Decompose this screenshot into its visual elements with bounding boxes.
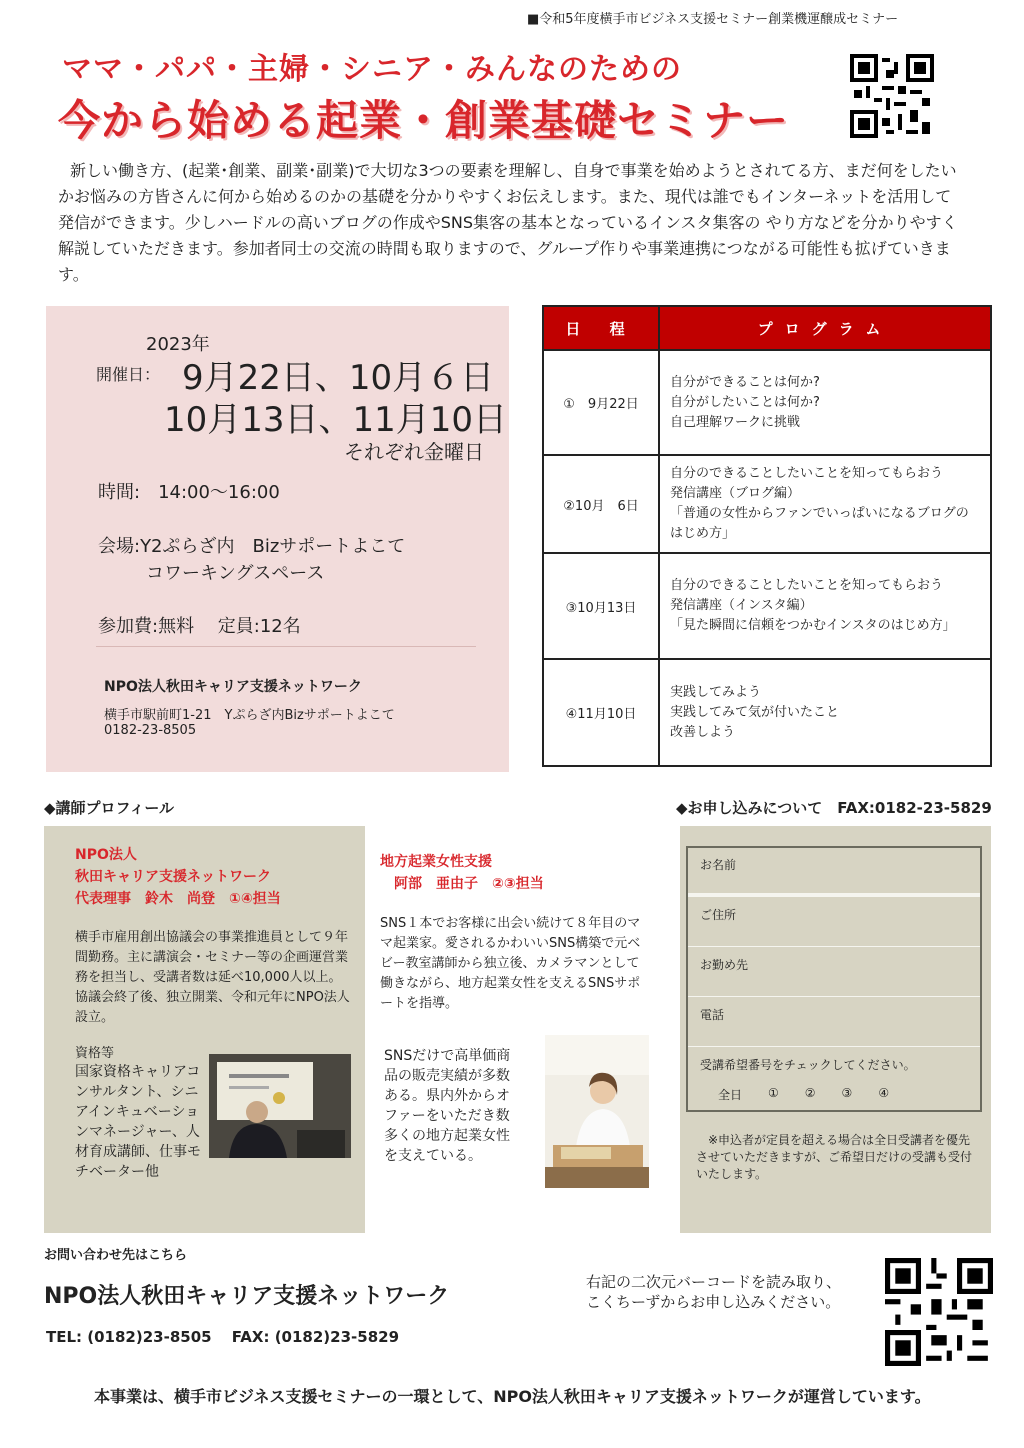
qr-code-icon[interactable] <box>850 54 934 138</box>
program-line: 発信講座（ブログ編） <box>670 486 801 501</box>
instructor1-name <box>75 844 281 910</box>
program-line: 「普通の女性からファンでいっぱいになるブログのはじめ方」 <box>670 506 969 541</box>
form-row-address[interactable] <box>688 898 980 947</box>
option-1[interactable]: ① <box>768 1086 779 1100</box>
instructor1-photo <box>209 1054 351 1158</box>
form-note: ※申込者が定員を超える場合は全日受講者を優先させていただきますが、ご希望日だけの受講も受付いたします。 <box>696 1133 973 1181</box>
qualifications-list: 国家資格キャリアコンサルタント、シニアインキュベーションマネージャー、人材育成講師、仕事モチベーター他 <box>75 1064 201 1180</box>
divider <box>96 646 476 647</box>
name-line <box>688 893 980 896</box>
instructor2-bio: SNS１本でお客様に出会い続けて８年目のママ起業家。愛されるかわいいSNS構築で元ベビー教室講師から独立後、カメラマンとして働きながら、地方起業女性を支えるSNSサポートを指導。 <box>380 916 641 1011</box>
event-time: 時間: 14:00～16:00 <box>98 482 280 503</box>
form-row-work[interactable] <box>688 948 980 997</box>
instructor2-photo <box>545 1035 649 1188</box>
qr-text-line: 右記の二次元バーコードを読み取り、 <box>586 1273 842 1291</box>
table-row <box>543 553 991 659</box>
header-date: 日 程 <box>543 306 659 350</box>
weekday: それぞれ金曜日 <box>344 440 484 464</box>
program-content <box>659 659 991 766</box>
apply-heading: ◆お申し込みについて FAX:0182-23-5829 <box>676 799 992 817</box>
program-content <box>659 350 991 455</box>
phone-label: 電話 <box>700 1008 725 1022</box>
program-line: 発信講座（インスタ編） <box>670 598 813 613</box>
form-row-phone[interactable] <box>688 998 980 1047</box>
program-line: 自分のできることしたいことを知ってもらおう <box>670 466 944 481</box>
bottom-note: 本事業は、横手市ビジネス支援セミナーの一環として、NPO法人秋田キャリア支援ネットワークが運営しています。 <box>94 1387 931 1406</box>
instructor2-line: 阿部 亜由子 ②③担当 <box>394 876 544 892</box>
form-row-check <box>688 1048 980 1108</box>
program-line: 「見た瞬間に信頼をつかむインスタのはじめ方」 <box>670 618 956 633</box>
profile-heading: ◆講師プロフィール <box>44 799 175 817</box>
program-line: 実践してみて気が付いたこと <box>670 704 840 720</box>
program-line: 自分ができることは何か? <box>670 374 820 390</box>
checkbox-options <box>718 1086 889 1103</box>
table-header <box>543 306 991 350</box>
instructor1-line: 代表理事 鈴木 尚登 ①④担当 <box>75 891 281 907</box>
option-2[interactable]: ② <box>804 1086 816 1100</box>
phone-line: 0182-23-8505 <box>104 723 197 738</box>
table-row <box>543 659 991 766</box>
top-note: ■令和5年度横手市ビジネス支援セミナー創業機運醸成セミナー <box>527 12 899 27</box>
fee-capacity: 参加費:無料 定員:12名 <box>98 616 301 637</box>
table-row <box>543 455 991 553</box>
program-line: 自分のできることしたいことを知ってもらおう <box>670 578 944 593</box>
qr-instructions <box>586 1272 841 1312</box>
option-4[interactable]: ④ <box>878 1086 890 1100</box>
program-line: 改善しよう <box>670 724 736 740</box>
program-content <box>659 455 991 553</box>
qr-code-icon[interactable] <box>885 1258 993 1366</box>
organizer-name: NPO法人秋田キャリア支援ネットワーク <box>104 679 362 695</box>
application-form <box>686 846 982 1112</box>
program-date: ① 9月22日 <box>543 350 659 455</box>
table-row <box>543 350 991 455</box>
program-date: ②10月 6日 <box>543 455 659 553</box>
instructor2-bio-2: SNSだけで高単価商品の販売実績が多数ある。県内外からオファーをいただき数多くの地方起業女性を支えている。 <box>384 1048 511 1164</box>
venue-line-2: コワーキングスペース <box>146 563 325 584</box>
date-label: 開催日： <box>96 365 161 384</box>
instructor1-line: 秋田キャリア支援ネットワーク <box>75 869 271 885</box>
event-year: 2023年 <box>146 334 210 355</box>
instructor-panel <box>44 826 991 1233</box>
instructor2-name <box>380 851 544 895</box>
intro-text: 新しい働き方、(起業･創業、副業･副業)で大切な3つの要素を理解し、自身で事業を始めようとされてる方、まだ何をしたいかお悩みの方皆さんに何から始めるのかの基礎を分かりやすくお伝えします。また、現代は誰でもインターネットを活用して発信ができます。少しハードルの高いブログの作成やSNS集客の基本となっているインスタ集客の やり方などを分かりやすく解説していただきます。参加者同士の交流の時間も取りますので、グループ作りや事業連携につながる可能性も拡げていきます。 <box>58 161 958 284</box>
footer-tel-fax: TEL: (0182)23-8505 FAX: (0182)23-5829 <box>46 1328 400 1346</box>
name-label: お名前 <box>700 858 737 872</box>
page-title: 今から始める起業・創業基礎セミナー <box>58 96 790 145</box>
address-label: ご住所 <box>700 908 737 922</box>
instructor1-line: NPO法人 <box>75 847 137 863</box>
address-line: 横手市駅前町1-21 Yぷらざ内Bizサポートよこて <box>104 708 395 723</box>
instructor2-line: 地方起業女性支援 <box>380 854 492 870</box>
program-date: ③10月13日 <box>543 553 659 659</box>
organizer-address <box>104 708 395 738</box>
dates-line-2: 10月13日、11月10日 <box>164 400 508 440</box>
program-line: 実践してみよう <box>670 684 762 700</box>
check-label: 受講希望番号をチェックしてください。 <box>700 1058 916 1072</box>
header-program: プログラム <box>659 306 991 350</box>
program-table <box>542 305 992 767</box>
contact-label: お問い合わせ先はこちら <box>44 1248 188 1263</box>
work-label: お勤め先 <box>700 958 749 972</box>
qualifications-title: 資格等 <box>75 1046 115 1061</box>
form-row-name[interactable] <box>688 848 980 897</box>
program-line: 自分がしたいことは何か? <box>670 394 820 410</box>
event-info-box <box>46 306 509 772</box>
program-content <box>659 553 991 659</box>
instructor1-bio: 横手市雇用創出協議会の事業推進員として９年間勤務。主に講演会・セミナー等の企画運営業務を担当し、受講者数は延べ10,000人以上。協議会終了後、独立開業、令和元年にNPO法人設立。 <box>75 930 350 1025</box>
qr-text-line: こくちーずからお申し込みください。 <box>586 1293 841 1311</box>
footer-org: NPO法人秋田キャリア支援ネットワーク <box>44 1284 450 1309</box>
program-line: 自己理解ワークに挑戦 <box>670 414 801 430</box>
venue-line-1: 会場:Y2ぷらざ内 Bizサポートよこて <box>98 536 406 557</box>
option-all[interactable]: 全日 <box>718 1088 743 1102</box>
option-3[interactable]: ③ <box>841 1086 853 1100</box>
dates-line-1: 9月22日、10月６日 <box>182 358 495 398</box>
subtitle: ママ・パパ・主婦・シニア・みんなのための <box>62 52 682 87</box>
program-date: ④11月10日 <box>543 659 659 766</box>
